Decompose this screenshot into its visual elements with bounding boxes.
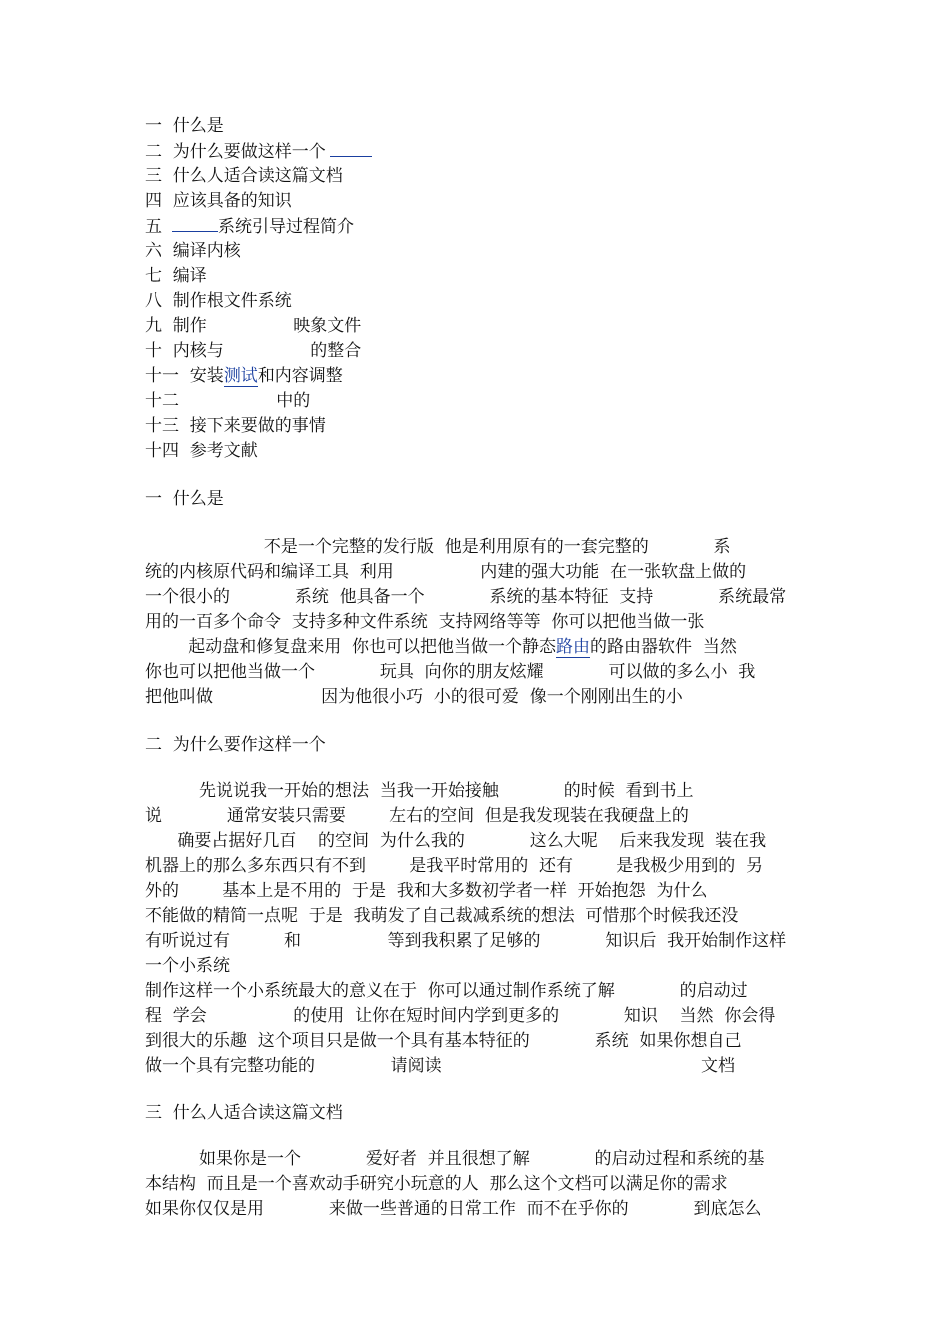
section-1-line (145, 636, 737, 660)
toc-item-12: 十二 中的 (145, 391, 311, 411)
section-2-line: 机器上的那么多东西只有不到 是我平时常用的 还有 是我极少用到的 另 (145, 856, 764, 876)
toc-item-6: 六 编译内核 (145, 241, 241, 261)
toc-item-1: 一 什么是 (145, 116, 224, 136)
section-2-line: 外的 基本上是不用的 于是 我和大多数初学者一样 开始抱怨 为什么 (145, 881, 708, 901)
section-1-line: 一个很小的 系统 他具备一个 系统的基本特征 支持 系统最常 (145, 587, 787, 607)
toc-item-11-label: 十一 安装 (145, 366, 224, 386)
toc-item-10: 十 内核与 的整合 (145, 341, 362, 361)
section-1-line-tail: 的路由器软件 当然 (590, 637, 737, 657)
section-2-line: 不能做的精简一点呢 于是 我萌发了自己裁减系统的想法 可惜那个时候我还没 (145, 906, 739, 926)
toc-item-11 (145, 365, 343, 389)
toc-item-11-link[interactable]: 测试 (223, 366, 258, 386)
section-3-line: 如果你仅仅是用 来做一些普通的日常工作 而不在乎你的 到底怎么 (145, 1199, 762, 1219)
section-1-heading: 一 什么是 (145, 489, 224, 509)
toc-item-5-label: 五 (145, 217, 162, 237)
toc-item-9: 九 制作 映象文件 (145, 316, 362, 336)
toc-item-3: 三 什么人适合读这篇文档 (145, 166, 343, 186)
toc-item-7: 七 编译 (145, 266, 207, 286)
toc-item-5-title: 系统引导过程简介 (218, 217, 354, 237)
section-1-line: 用的一百多个命令 支持多种文件系统 支持网络等等 你可以把他当做一张 (145, 612, 705, 632)
section-2-line: 说 通常安装只需要 左右的空间 但是我发现装在我硬盘上的 (145, 806, 689, 826)
toc-item-5-link-blank[interactable] (172, 215, 218, 232)
section-2-line: 制作这样一个小系统最大的意义在于 你可以通过制作系统了解 的启动过 (145, 981, 748, 1001)
section-1-line: 把他叫做 因为他很小巧 小的很可爱 像一个刚刚出生的小 (145, 687, 683, 707)
section-3-line: 如果你是一个 爱好者 并且很想了解 的启动过程和系统的基 (145, 1149, 765, 1169)
section-2-line: 到很大的乐趣 这个项目只是做一个具有基本特征的 系统 如果你想自己 (145, 1031, 742, 1051)
toc-item-5 (145, 215, 354, 239)
toc-item-2-link-blank[interactable] (330, 140, 372, 157)
toc-item-14: 十四 参考文献 (145, 441, 258, 461)
toc-item-11-after: 和内容调整 (257, 366, 343, 386)
section-2-heading: 二 为什么要作这样一个 (145, 735, 326, 755)
section-3-line: 本结构 而且是一个喜欢动手研究小玩意的人 那么这个文档可以满足你的需求 (145, 1174, 728, 1194)
section-1-link-routing[interactable]: 路由 (556, 637, 591, 657)
section-3-heading: 三 什么人适合读这篇文档 (145, 1103, 343, 1123)
section-1-line: 统的内核原代码和编译工具 利用 内建的强大功能 在一张软盘上做的 (145, 562, 747, 582)
toc-item-13: 十三 接下来要做的事情 (145, 416, 326, 436)
toc-item-2 (145, 140, 372, 164)
section-1-line-text: 起动盘和修复盘来用 你也可以把他当做一个静态 (145, 637, 557, 657)
toc-item-4: 四 应该具备的知识 (145, 191, 292, 211)
section-2-line: 有听说过有 和 等到我积累了足够的 知识后 我开始制作这样 (145, 931, 787, 951)
section-2-line: 先说说我一开始的想法 当我一开始接触 的时候 看到书上 (145, 781, 694, 801)
section-1-line: 你也可以把他当做一个 玩具 向你的朋友炫耀 可以做的多么小 我 (145, 662, 756, 682)
section-2-line: 做一个具有完整功能的 请阅读 文档 (145, 1056, 736, 1076)
section-2-line: 一个小系统 (145, 956, 230, 976)
toc-item-8: 八 制作根文件系统 (145, 291, 292, 311)
section-2-line: 确要占据好几百 的空间 为什么我的 这么大呢 后来我发现 装在我 (145, 831, 767, 851)
section-2-line: 程 学会 的使用 让你在短时间内学到更多的 知识 当然 你会得 (145, 1006, 776, 1026)
toc-item-2-label: 二 为什么要做这样一个 (145, 142, 326, 162)
section-1-line: 不是一个完整的发行版 他是利用原有的一套完整的 系 (145, 537, 731, 557)
